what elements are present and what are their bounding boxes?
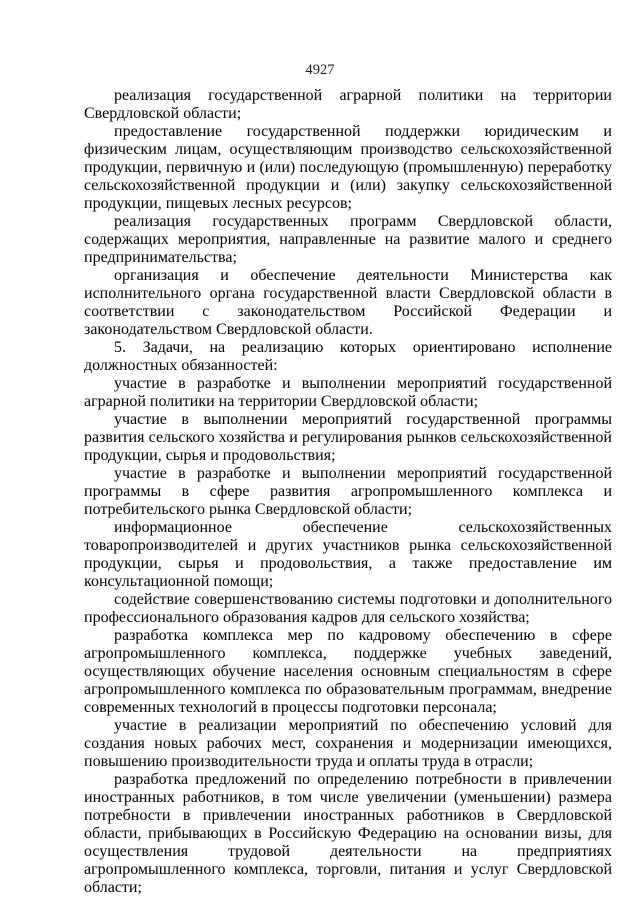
paragraph: участие в выполнении мероприятий государственной программы развития сельского хозяйства и регулирования рынков сельскохозяйственной продукции, сырья и продовольствия; (84, 411, 612, 464)
section-heading: 5. Задачи, на реализацию которых ориентировано исполнение должностных обязанностей: (84, 339, 612, 374)
page-number: 4927 (305, 62, 335, 78)
document-body (84, 87, 612, 897)
paragraph: разработка предложений по определению потребности в привлечении иностранных работников, в том числе увеличении (уменьшении) размера потребности в привлечении иностранных работников в Свердловской области, прибывающих в Российскую Федерацию на основании визы, для осуществления трудовой деятельности на предприятиях агропромышленного комплекса, торговли, питания и услуг Свердловской области; (84, 771, 612, 896)
paragraph: организация и обеспечение деятельности Министерства как исполнительного органа государственной власти Свердловской области в соответствии с законодательством Российской Федерации и законодательством Свердловской области. (84, 267, 612, 338)
paragraph: участие в реализации мероприятий по обеспечению условий для создания новых рабочих мест, сохранения и модернизации имеющихся, повышению производительности труда и оплаты труда в отрасли; (84, 717, 612, 770)
paragraph: участие в разработке и выполнении мероприятий государственной аграрной политики на территории Свердловской области; (84, 375, 612, 410)
paragraph: реализация государственной аграрной политики на территории Свердловской области; (84, 87, 612, 122)
paragraph: содействие совершенствованию системы подготовки и дополнительного профессионального образования кадров для сельского хозяйства; (84, 591, 612, 626)
paragraph: разработка комплекса мер по кадровому обеспечению в сфере агропромышленного комплекса, поддержке учебных заведений, осуществляющих обучение населения основным специальностям в сфере агропромышленного комплекса по образовательным программам, внедрение современных технологий в процессы подготовки персонала; (84, 627, 612, 716)
paragraph: предоставление государственной поддержки юридическим и физическим лицам, осуществляющим производство сельскохозяйственной продукции, первичную и (или) последующую (промышленную) переработку сельскохозяйственной продукции и (или) закупку сельскохозяйственной продукции, пищевых лесных ресурсов; (84, 123, 612, 212)
paragraph: участие в разработке и выполнении мероприятий государственной программы в сфере развития агропромышленного комплекса и потребительского рынка Свердловской области; (84, 465, 612, 518)
paragraph: информационное обеспечение сельскохозяйственных товаропроизводителей и других участников рынка сельскохозяйственной продукции, сырья и продовольствия, а также предоставление им консультационной помощи; (84, 519, 612, 590)
paragraph: реализация государственных программ Свердловской области, содержащих мероприятия, направленные на развитие малого и среднего предпринимательства; (84, 213, 612, 266)
